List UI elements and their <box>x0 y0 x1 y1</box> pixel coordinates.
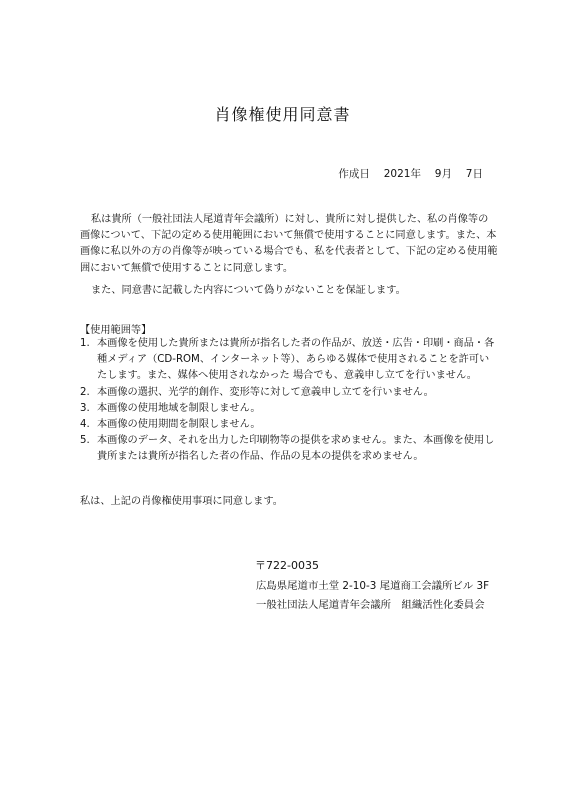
usage-item <box>80 401 498 417</box>
usage-item-text: 本画像の使用期間を制限しません。 <box>97 419 261 431</box>
consent-paragraph: 私は貴所（一般社団法人尾道青年会議所）に対し、貴所に対し提供した、私の肖像等の画像について、下記の定める使用範囲において無償で使用することに同意します。また、本画像に私以外の方の肖像等が映っている場合でも、私を代表者として、下記の定める使用範囲において無償で使用することに同意します。 <box>80 214 498 274</box>
document-title: 肖像権使用同意書 <box>214 105 351 124</box>
usage-item-text: 本画像の使用地域を制限しません。 <box>97 402 261 414</box>
usage-item-text: 本画像のデータ、それを出力した印刷物等の提供を求めません。また、本画像を使用し貴所または貴所が指名した者の作品、作品の見本の提供を求めません。 <box>97 435 495 463</box>
usage-item-number: 1. <box>80 338 90 349</box>
usage-item-number: 3. <box>80 402 90 414</box>
usage-item <box>80 385 498 401</box>
usage-list <box>80 336 498 466</box>
guarantee-paragraph: また、同意書に記載した内容について偽りがないことを保証します。 <box>91 285 406 296</box>
postal-code: 〒722-0035 <box>255 559 319 572</box>
usage-item <box>80 433 498 465</box>
usage-item-text: 本画像を使用した貴所または貴所が指名した者の作品が、放送・広告・印刷・商品・各種メディア（CD-ROM、インターネット等）、あらゆる媒体で使用されることを許可いたします。また、媒体へ使用されなかった 場合でも、意義申し立てを行いません。 <box>97 338 495 382</box>
usage-item-number: 4. <box>80 419 90 431</box>
usage-heading: 【使用範囲等】 <box>80 325 152 336</box>
usage-item-number: 5. <box>80 435 90 447</box>
agreement-statement: 私は、上記の肖像権使用事項に同意します。 <box>80 496 283 507</box>
usage-item-number: 2. <box>80 386 90 398</box>
usage-item-text: 本画像の選択、光学的創作、変形等に対して意義申し立てを行いません。 <box>97 386 434 398</box>
organization-name: 一般社団法人尾道青年会議所 組織活性化委員会 <box>256 599 485 611</box>
creation-date: 作成日 2021年 9月 7日 <box>338 168 483 180</box>
usage-item <box>80 417 498 433</box>
address: 広島県尾道市土堂 2-10-3 尾道商工会議所ビル 3F <box>256 580 490 592</box>
usage-item <box>80 336 498 385</box>
